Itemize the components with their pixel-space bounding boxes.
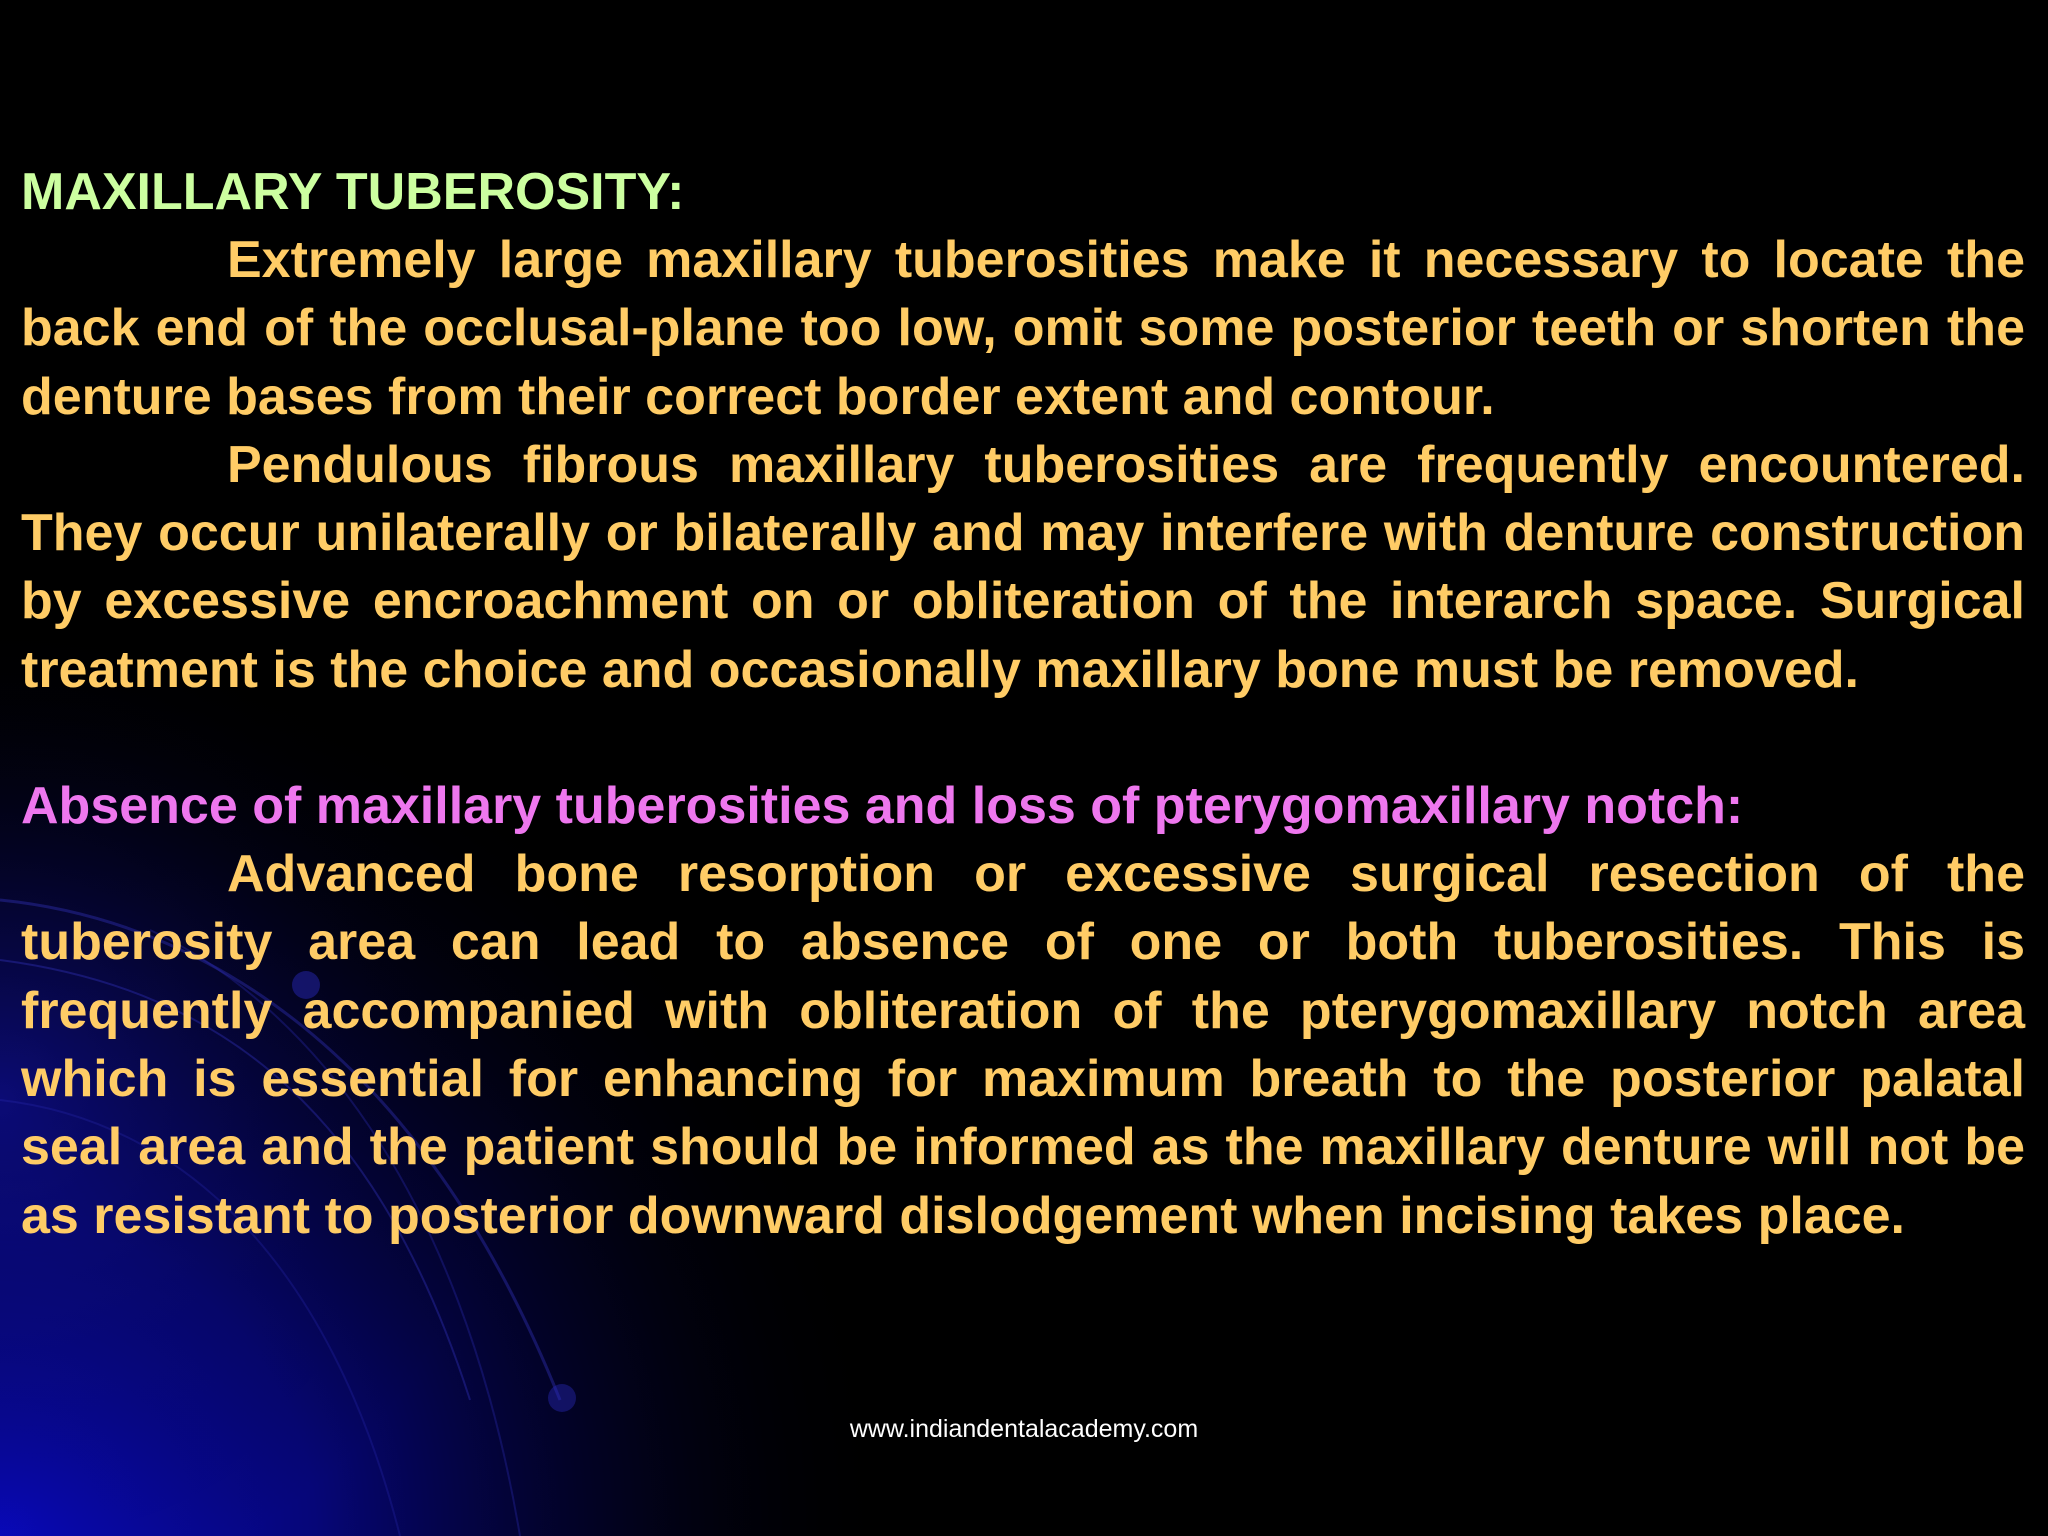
heading-absence-of-tuberosities: Absence of maxillary tuberosities and loss of pterygomaxillary notch:	[21, 777, 1744, 836]
paragraph-advanced-bone-resorption: Advanced bone resorption or excessive surgical resection of the tuberosity area can lead to absence of one or both tuberosities. This is frequently accompanied with obliteration of the pterygomaxillary notch area which is essential for enhancing for maximum breath to the posterior palatal seal area and the patient should be informed as the maxillary denture will not be as resistant to posterior downward dislodgement when incising takes place.	[21, 845, 2025, 1245]
footer-website: www.indiandentalacademy.com	[849, 1415, 1199, 1443]
slide-body	[21, 158, 2025, 1250]
section-spacer	[21, 704, 2025, 772]
heading-maxillary-tuberosity: MAXILLARY TUBEROSITY:	[21, 163, 685, 221]
paragraph-large-tuberosities: Extremely large maxillary tuberosities make it necessary to locate the back end of the occlusal-plane too low, omit some posterior teeth or shorten the denture bases from their correct border extent and contour.	[21, 231, 2025, 426]
paragraph-pendulous-tuberosities: Pendulous fibrous maxillary tuberosities are frequently encountered. They occur unilaterally or bilaterally and may interfere with denture construction by excessive encroachment on or obliteration of the interarch space. Surgical treatment is the choice and occasionally maxillary bone must be removed.	[21, 435, 2025, 699]
